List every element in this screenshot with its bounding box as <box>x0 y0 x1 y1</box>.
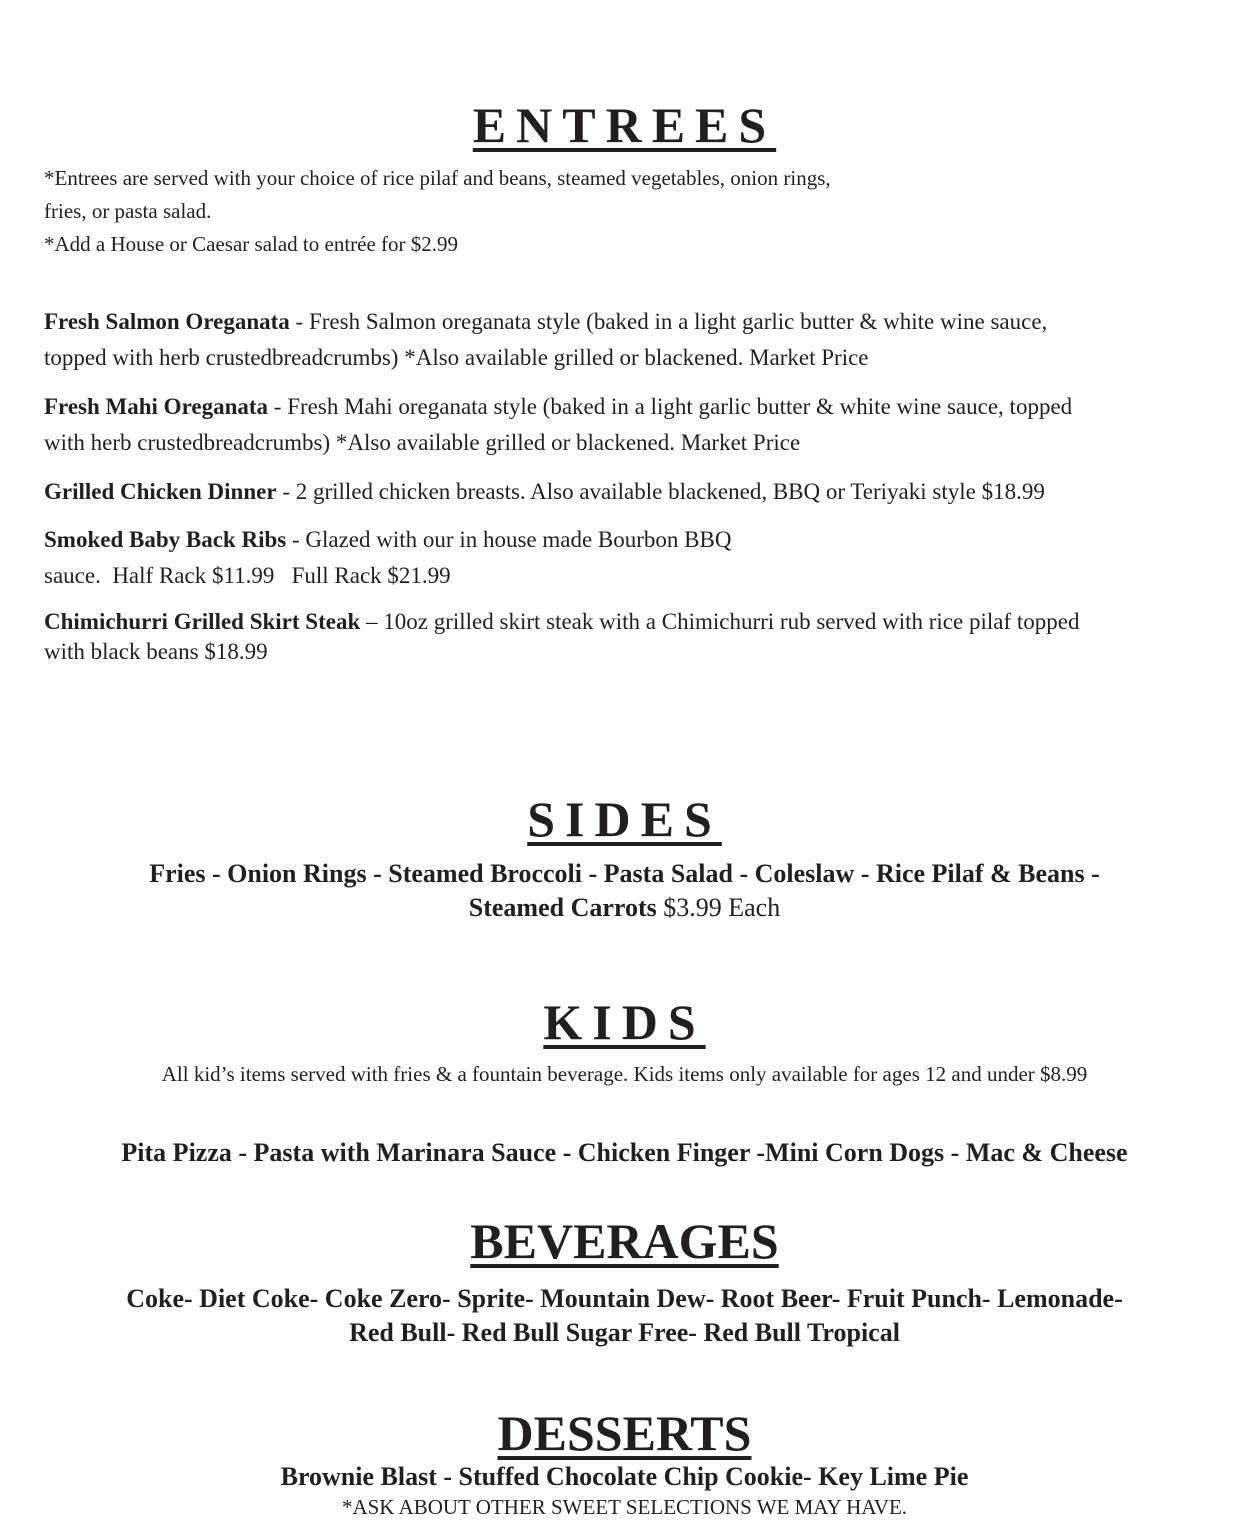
sides-list-line1: Fries - Onion Rings - Steamed Broccoli - Pasta Salad - Coleslaw - Rice Pilaf & Beans - <box>149 859 1100 888</box>
entree-item-salmon <box>44 304 1204 376</box>
entrees-salad-addon-note: *Add a House or Caesar salad to entrée for $2.99 <box>44 232 459 256</box>
kids-heading: KIDS <box>543 994 706 1050</box>
desserts-note: *ASK ABOUT OTHER SWEET SELECTIONS WE MAY HAVE. <box>341 1495 908 1519</box>
entree-item-name: Grilled Chicken Dinner <box>44 479 277 504</box>
entrees-heading: ENTREES <box>472 97 777 153</box>
entree-item-description: 2 grilled chicken breasts. Also available blackened, BBQ or Teriyaki style $18.99 <box>295 479 1045 504</box>
entree-item-ribs <box>44 522 1204 594</box>
entrees-side-choice-note-line1: *Entrees are served with your choice of rice pilaf and beans, steamed vegetables, onion rings, <box>44 166 831 190</box>
sides-price: $3.99 Each <box>656 893 781 922</box>
entree-item-separator: - <box>289 309 309 334</box>
entree-item-description: Glazed with our in house made Bourbon BBQ <box>305 527 732 552</box>
kids-items-list: Pita Pizza - Pasta with Marinara Sauce - Chicken Finger -Mini Corn Dogs - Mac & Cheese <box>121 1138 1128 1167</box>
entree-item-description: with herb crustedbreadcrumbs) *Also available grilled or blackened. Market Price <box>44 430 801 455</box>
sides-list-line2: Steamed Carrots <box>468 893 657 922</box>
entree-item-name: Chimichurri Grilled Skirt Steak <box>44 609 361 634</box>
entree-item-description: topped with herb crustedbreadcrumbs) *Also available grilled or blackened. Market Price <box>44 345 869 370</box>
sides-heading: SIDES <box>527 791 722 847</box>
entree-item-skirt-steak <box>44 607 1204 667</box>
entree-item-mahi <box>44 389 1204 461</box>
entree-item-chicken <box>44 474 1204 510</box>
entree-item-description: sauce. Half Rack $11.99 Full Rack $21.99 <box>44 563 451 588</box>
beverages-list-line1: Coke- Diet Coke- Coke Zero- Sprite- Mountain Dew- Root Beer- Fruit Punch- Lemonade- <box>126 1284 1123 1313</box>
kids-note: All kid’s items served with fries & a fountain beverage. Kids items only available for ages 12 and under $8.99 <box>161 1062 1088 1086</box>
beverages-list-line2: Red Bull- Red Bull Sugar Free- Red Bull Tropical <box>349 1318 900 1347</box>
entree-item-description: Fresh Mahi oreganata style (baked in a light garlic butter & white wine sauce, topped <box>287 394 1073 419</box>
entree-item-description: 10oz grilled skirt steak with a Chimichurri rub served with rice pilaf topped <box>383 609 1080 634</box>
entree-item-separator: - <box>286 527 306 552</box>
sides-list <box>40 857 1209 925</box>
entree-item-description: Fresh Salmon oreganata style (baked in a light garlic butter & white wine sauce, <box>308 309 1048 334</box>
entree-item-name: Fresh Mahi Oreganata <box>44 394 269 419</box>
beverages-list <box>40 1282 1209 1350</box>
entree-item-name: Fresh Salmon Oreganata <box>44 309 290 334</box>
entree-item-separator: - <box>268 394 288 419</box>
desserts-list: Brownie Blast - Stuffed Chocolate Chip Cookie- Key Lime Pie <box>280 1462 969 1491</box>
entree-item-name: Smoked Baby Back Ribs <box>44 527 287 552</box>
desserts-heading: DESSERTS <box>497 1405 752 1461</box>
beverages-heading: BEVERAGES <box>470 1213 779 1269</box>
entree-item-separator: - <box>276 479 296 504</box>
entree-item-separator: – <box>360 609 384 634</box>
entree-item-description: with black beans $18.99 <box>44 639 268 664</box>
entrees-side-choice-note-line2: fries, or pasta salad. <box>44 199 212 223</box>
